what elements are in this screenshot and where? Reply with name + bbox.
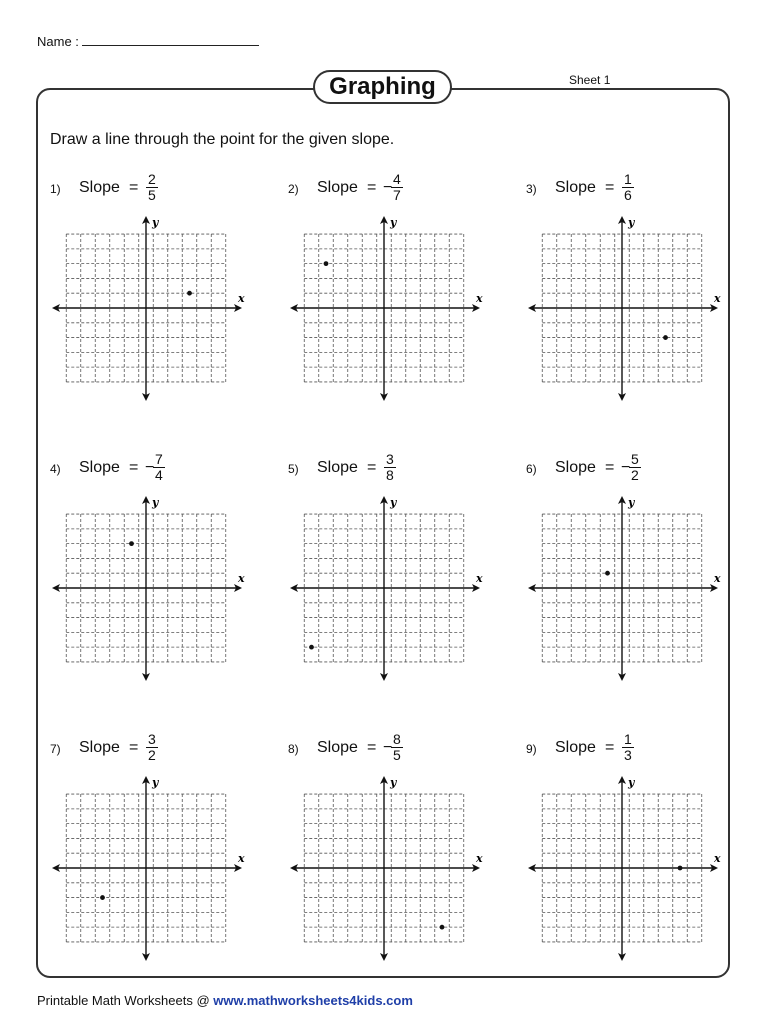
problem-number: 8) <box>288 742 299 756</box>
fraction-numerator: 4 <box>393 171 401 187</box>
x-axis-label: x <box>714 292 721 305</box>
footer-url[interactable]: www.mathworksheets4kids.com <box>213 993 413 1008</box>
footer <box>37 993 413 1008</box>
equals-sign: = <box>129 459 139 476</box>
coordinate-grid[interactable] <box>52 776 248 961</box>
x-axis-label: x <box>238 572 245 585</box>
problem-number: 7) <box>50 742 61 756</box>
given-point <box>324 261 329 266</box>
fraction-numerator: 2 <box>148 171 156 187</box>
y-axis-label: y <box>152 216 159 229</box>
slope-label: Slope <box>555 739 596 756</box>
y-axis-label: y <box>152 496 159 509</box>
fraction-numerator: 7 <box>155 451 163 467</box>
fraction-denominator: 8 <box>386 467 394 483</box>
slope-label: Slope <box>79 739 120 756</box>
slope-label: Slope <box>317 459 358 476</box>
fraction-numerator: 1 <box>624 171 632 187</box>
negative-sign: − <box>621 459 631 476</box>
equals-sign: = <box>129 179 139 196</box>
fraction-denominator: 5 <box>393 747 401 763</box>
name-label: Name : <box>37 34 79 49</box>
x-axis-label: x <box>238 292 245 305</box>
coordinate-grid[interactable] <box>528 776 724 961</box>
coordinate-grid[interactable] <box>290 776 486 961</box>
given-point <box>129 541 134 546</box>
slope-label: Slope <box>317 739 358 756</box>
negative-sign: − <box>383 739 393 756</box>
slope-fraction <box>622 172 634 203</box>
fraction-denominator: 5 <box>148 187 156 203</box>
problem-number: 4) <box>50 462 61 476</box>
page-title: Graphing <box>313 70 452 104</box>
fraction-denominator: 4 <box>155 467 163 483</box>
slope-label: Slope <box>555 459 596 476</box>
slope-fraction <box>391 172 403 203</box>
fraction-numerator: 3 <box>148 731 156 747</box>
coordinate-grid[interactable] <box>528 496 724 681</box>
slope-fraction <box>629 452 641 483</box>
problem-number: 3) <box>526 182 537 196</box>
coordinate-grid[interactable] <box>290 496 486 681</box>
given-point <box>605 571 610 576</box>
x-axis-label: x <box>238 852 245 865</box>
problem-number: 9) <box>526 742 537 756</box>
slope-label: Slope <box>79 459 120 476</box>
footer-prefix: Printable Math Worksheets @ <box>37 993 214 1008</box>
x-axis-label: x <box>476 292 483 305</box>
slope-fraction <box>153 452 165 483</box>
given-point <box>440 925 445 930</box>
negative-sign: − <box>383 179 393 196</box>
y-axis-label: y <box>152 776 159 789</box>
fraction-denominator: 2 <box>631 467 639 483</box>
fraction-numerator: 8 <box>393 731 401 747</box>
x-axis-label: x <box>476 572 483 585</box>
slope-fraction <box>146 732 158 763</box>
problem-number: 6) <box>526 462 537 476</box>
negative-sign: − <box>145 459 155 476</box>
y-axis-label: y <box>628 216 635 229</box>
equals-sign: = <box>605 459 615 476</box>
equals-sign: = <box>367 459 377 476</box>
instructions: Draw a line through the point for the given slope. <box>50 131 395 148</box>
name-row <box>37 33 259 49</box>
fraction-denominator: 7 <box>393 187 401 203</box>
name-blank-line[interactable] <box>82 33 259 46</box>
given-point <box>100 895 105 900</box>
x-axis-label: x <box>714 572 721 585</box>
y-axis-label: y <box>390 496 397 509</box>
fraction-numerator: 3 <box>386 451 394 467</box>
problem-number: 2) <box>288 182 299 196</box>
coordinate-grid[interactable] <box>52 216 248 401</box>
fraction-denominator: 2 <box>148 747 156 763</box>
fraction-denominator: 6 <box>624 187 632 203</box>
given-point <box>678 866 683 871</box>
y-axis-label: y <box>628 776 635 789</box>
x-axis-label: x <box>714 852 721 865</box>
given-point <box>309 645 314 650</box>
problem-number: 5) <box>288 462 299 476</box>
problem-number: 1) <box>50 182 61 196</box>
x-axis-label: x <box>476 852 483 865</box>
slope-fraction <box>622 732 634 763</box>
y-axis-label: y <box>390 776 397 789</box>
slope-label: Slope <box>555 179 596 196</box>
y-axis-label: y <box>390 216 397 229</box>
equals-sign: = <box>129 739 139 756</box>
equals-sign: = <box>605 739 615 756</box>
coordinate-grid[interactable] <box>52 496 248 681</box>
given-point <box>187 291 192 296</box>
slope-label: Slope <box>79 179 120 196</box>
sheet-label: Sheet 1 <box>569 73 611 87</box>
equals-sign: = <box>367 179 377 196</box>
equals-sign: = <box>367 739 377 756</box>
fraction-denominator: 3 <box>624 747 632 763</box>
given-point <box>663 335 668 340</box>
slope-fraction <box>146 172 158 203</box>
slope-label: Slope <box>317 179 358 196</box>
slope-fraction <box>384 452 396 483</box>
fraction-numerator: 1 <box>624 731 632 747</box>
equals-sign: = <box>605 179 615 196</box>
y-axis-label: y <box>628 496 635 509</box>
coordinate-grid[interactable] <box>290 216 486 401</box>
slope-fraction <box>391 732 403 763</box>
coordinate-grid[interactable] <box>528 216 724 401</box>
fraction-numerator: 5 <box>631 451 639 467</box>
